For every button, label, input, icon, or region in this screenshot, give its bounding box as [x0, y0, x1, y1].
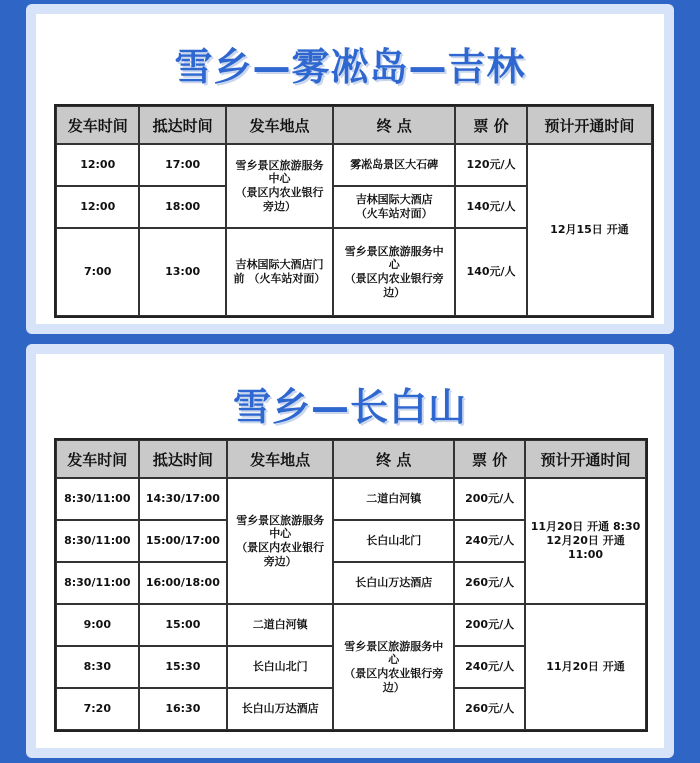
arrive-time: 14:30/17:00 — [139, 478, 228, 520]
header-origin: 发车地点 — [226, 106, 333, 144]
destination: 二道白河镇 — [333, 478, 454, 520]
depart-time: 7:00 — [56, 228, 139, 316]
header-opening: 预计开通时间 — [525, 440, 646, 478]
origin: 长白山万达酒店 — [227, 688, 333, 730]
destination: 雪乡景区旅游服务中 心 （景区内农业银行旁 边） — [333, 604, 454, 730]
origin: 雪乡景区旅游服务 中心 （景区内农业银行 旁边） — [227, 478, 333, 604]
header-depart-time: 发车时间 — [56, 106, 139, 144]
opening-date: 11月20日 开通 8:30 12月20日 开通11:00 — [525, 478, 646, 604]
depart-time: 9:00 — [56, 604, 139, 646]
route-card-inner — [36, 14, 664, 324]
header-destination: 终 点 — [333, 440, 454, 478]
schedule-table — [54, 104, 654, 318]
destination: 雪乡景区旅游服务中 心 （景区内农业银行旁 边） — [333, 228, 455, 316]
route-title: 雪乡—长白山 — [232, 385, 467, 429]
depart-time: 7:20 — [56, 688, 139, 730]
origin: 二道白河镇 — [227, 604, 333, 646]
table-row — [56, 144, 652, 186]
route-card-xuexiang-wusongdao-jilin — [26, 4, 674, 334]
price: 140元/人 — [455, 186, 527, 228]
arrive-time: 15:00 — [139, 604, 228, 646]
table-row — [56, 478, 646, 520]
depart-time: 8:30/11:00 — [56, 562, 139, 604]
price: 200元/人 — [454, 604, 525, 646]
header-arrive-time: 抵达时间 — [139, 440, 228, 478]
arrive-time: 15:00/17:00 — [139, 520, 228, 562]
header-destination: 终 点 — [333, 106, 455, 144]
depart-time: 12:00 — [56, 144, 139, 186]
header-arrive-time: 抵达时间 — [139, 106, 225, 144]
schedule-table — [54, 438, 648, 732]
route-card-inner — [36, 354, 664, 748]
price: 120元/人 — [455, 144, 527, 186]
destination: 吉林国际大酒店 （火车站对面） — [333, 186, 455, 228]
opening-date: 11月20日 开通 — [525, 604, 646, 730]
opening-date: 12月15日 开通 — [527, 144, 652, 316]
arrive-time: 16:00/18:00 — [139, 562, 228, 604]
header-depart-time: 发车时间 — [56, 440, 139, 478]
depart-time: 8:30/11:00 — [56, 520, 139, 562]
header-origin: 发车地点 — [227, 440, 333, 478]
price: 240元/人 — [454, 520, 525, 562]
destination: 长白山北门 — [333, 520, 454, 562]
price: 260元/人 — [454, 688, 525, 730]
arrive-time: 13:00 — [139, 228, 225, 316]
depart-time: 8:30/11:00 — [56, 478, 139, 520]
table-row — [56, 604, 646, 646]
destination: 长白山万达酒店 — [333, 562, 454, 604]
header-price: 票 价 — [455, 106, 527, 144]
origin: 吉林国际大酒店门 前 （火车站对面） — [226, 228, 333, 316]
route-card-xuexiang-changbaishan — [26, 344, 674, 758]
price: 240元/人 — [454, 646, 525, 688]
table-header-row — [56, 440, 646, 478]
origin: 长白山北门 — [227, 646, 333, 688]
header-price: 票 价 — [454, 440, 525, 478]
arrive-time: 18:00 — [139, 186, 225, 228]
arrive-time: 15:30 — [139, 646, 228, 688]
depart-time: 8:30 — [56, 646, 139, 688]
arrive-time: 17:00 — [139, 144, 225, 186]
depart-time: 12:00 — [56, 186, 139, 228]
price: 260元/人 — [454, 562, 525, 604]
destination: 雾凇岛景区大石碑 — [333, 144, 455, 186]
origin: 雪乡景区旅游服务 中心 （景区内农业银行 旁边） — [226, 144, 333, 228]
arrive-time: 16:30 — [139, 688, 228, 730]
header-opening: 预计开通时间 — [527, 106, 652, 144]
price: 200元/人 — [454, 478, 525, 520]
route-title: 雪乡—雾凇岛—吉林 — [174, 45, 526, 89]
table-header-row — [56, 106, 652, 144]
price: 140元/人 — [455, 228, 527, 316]
